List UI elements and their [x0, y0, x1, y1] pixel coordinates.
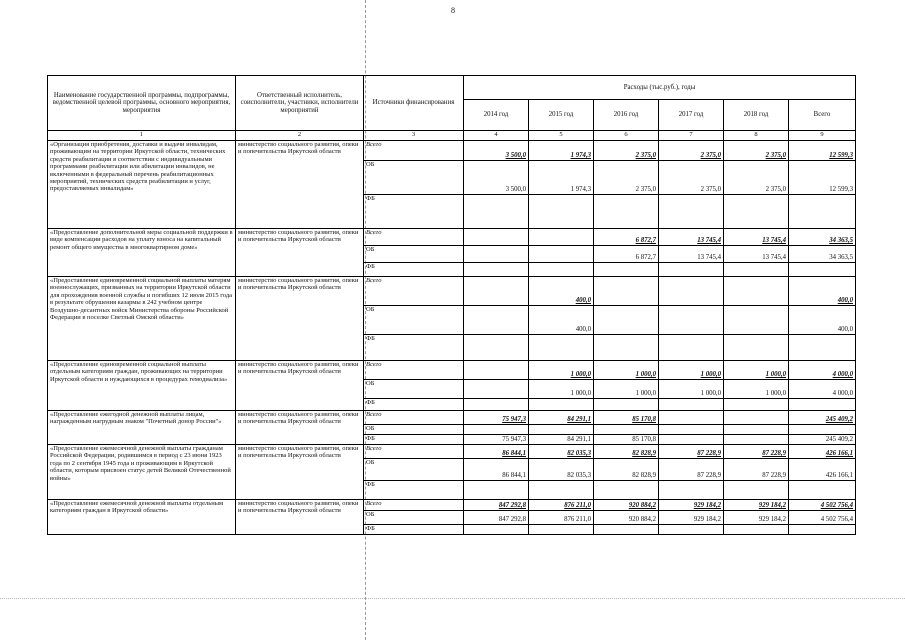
- amount-cell: [594, 195, 659, 229]
- amount-cell: 4 000,0: [789, 380, 856, 399]
- amount-cell: [529, 195, 594, 229]
- amount-cell: [529, 399, 594, 411]
- col-num: 7: [659, 131, 724, 141]
- measure-executor: министерство социального развития, опеки и попечительства Иркутской области: [236, 229, 364, 277]
- amount-cell: [724, 335, 789, 361]
- amount-cell: 1 000,0: [659, 380, 724, 399]
- header-year-2014: 2014 год: [464, 100, 529, 131]
- amount-cell: [659, 435, 724, 445]
- amount-cell: 75 947,3: [464, 435, 529, 445]
- amount-cell: [464, 525, 529, 535]
- amount-cell: 1 974,3: [529, 161, 594, 195]
- header-source: Источники финансирования: [364, 76, 464, 131]
- amount-cell: 87 228,9: [659, 459, 724, 481]
- amount-cell: [789, 425, 856, 435]
- funding-source-ob: ОБ: [364, 425, 464, 435]
- amount-cell: 2 375,0: [659, 161, 724, 195]
- amount-cell: 82 828,9: [594, 459, 659, 481]
- header-executor: Ответственный исполнитель, соисполнители, участники, исполнители мероприятий: [236, 76, 364, 131]
- amount-cell: 929 184,2: [659, 500, 724, 511]
- amount-cell: 2 375,0: [724, 141, 789, 161]
- measure-name: «Организация приобретения, доставки и выдачи инвалидам, проживающим на территории Иркутской области, технических средств реабилитации в соответствии с индивидуальными программами реабилитации или абилитации инвалидов, не включенными в федеральный перечень реабилитационных мероприятий, технических средств реабилитации и услуг, предоставляемых инвалидам»: [48, 141, 236, 229]
- amount-cell: [464, 195, 529, 229]
- amount-cell: [464, 361, 529, 380]
- amount-cell: [529, 246, 594, 263]
- amount-cell: 75 947,3: [464, 411, 529, 425]
- amount-cell: 245 409,2: [789, 411, 856, 425]
- amount-cell: [529, 525, 594, 535]
- amount-cell: [594, 525, 659, 535]
- amount-cell: 84 291,1: [529, 411, 594, 425]
- measure-executor: министерство социального развития, опеки и попечительства Иркутской области: [236, 141, 364, 229]
- amount-cell: 2 375,0: [659, 141, 724, 161]
- measure-executor: министерство социального развития, опеки и попечительства Иркутской области: [236, 445, 364, 500]
- col-num: 9: [789, 131, 856, 141]
- amount-cell: 85 170,8: [594, 435, 659, 445]
- amount-cell: [464, 399, 529, 411]
- measure-name: «Предоставление ежемесячной денежной выплаты отдельным категориям граждан в Иркутской области»: [48, 500, 236, 535]
- amount-cell: [789, 399, 856, 411]
- amount-cell: 245 409,2: [789, 435, 856, 445]
- amount-cell: 400,0: [529, 306, 594, 335]
- amount-cell: [659, 411, 724, 425]
- measure-executor: министерство социального развития, опеки и попечительства Иркутской области: [236, 500, 364, 535]
- amount-cell: [529, 425, 594, 435]
- table-row: [48, 361, 856, 380]
- amount-cell: 87 228,9: [659, 445, 724, 459]
- col-num: 3: [364, 131, 464, 141]
- table-row: [48, 229, 856, 246]
- amount-cell: 847 292,8: [464, 511, 529, 525]
- amount-cell: [659, 481, 724, 500]
- funding-source-fb: ФБ: [364, 481, 464, 500]
- amount-cell: [659, 306, 724, 335]
- amount-cell: 426 166,1: [789, 459, 856, 481]
- amount-cell: [594, 481, 659, 500]
- column-number-row: [48, 131, 856, 141]
- amount-cell: [529, 263, 594, 277]
- amount-cell: 400,0: [789, 277, 856, 306]
- amount-cell: 929 184,2: [724, 500, 789, 511]
- amount-cell: 426 166,1: [789, 445, 856, 459]
- amount-cell: [529, 335, 594, 361]
- amount-cell: [789, 481, 856, 500]
- funding-source-total: Всего: [364, 500, 464, 511]
- amount-cell: [789, 195, 856, 229]
- budget-table: [47, 75, 856, 535]
- amount-cell: 13 745,4: [659, 246, 724, 263]
- funding-source-total: Всего: [364, 445, 464, 459]
- amount-cell: 82 035,3: [529, 445, 594, 459]
- amount-cell: [724, 425, 789, 435]
- amount-cell: 1 000,0: [594, 361, 659, 380]
- amount-cell: 87 228,9: [724, 445, 789, 459]
- measure-executor: министерство социального развития, опеки и попечительства Иркутской области: [236, 277, 364, 361]
- amount-cell: 1 000,0: [659, 361, 724, 380]
- header-year-2018: 2018 год: [724, 100, 789, 131]
- amount-cell: [724, 481, 789, 500]
- amount-cell: [464, 229, 529, 246]
- col-num: 2: [236, 131, 364, 141]
- funding-source-fb: ФБ: [364, 263, 464, 277]
- amount-cell: [789, 335, 856, 361]
- amount-cell: 1 000,0: [529, 361, 594, 380]
- measure-executor: министерство социального развития, опеки и попечительства Иркутской области: [236, 411, 364, 445]
- amount-cell: [464, 246, 529, 263]
- amount-cell: [724, 195, 789, 229]
- amount-cell: 3 500,0: [464, 161, 529, 195]
- amount-cell: [464, 306, 529, 335]
- amount-cell: 6 872,7: [594, 229, 659, 246]
- col-num: 8: [724, 131, 789, 141]
- col-num: 4: [464, 131, 529, 141]
- table-row: [48, 445, 856, 459]
- amount-cell: [464, 425, 529, 435]
- amount-cell: 1 000,0: [724, 380, 789, 399]
- amount-cell: 2 375,0: [594, 141, 659, 161]
- col-num: 1: [48, 131, 236, 141]
- amount-cell: 13 745,4: [659, 229, 724, 246]
- table-row: [48, 500, 856, 511]
- amount-cell: [464, 263, 529, 277]
- funding-source-ob: ОБ: [364, 380, 464, 399]
- amount-cell: [529, 229, 594, 246]
- amount-cell: 4 502 756,4: [789, 500, 856, 511]
- measure-name: «Предоставление ежегодной денежной выплаты лицам, награжденным нагрудным знаком "Почетный донор России"»: [48, 411, 236, 445]
- funding-source-total: Всего: [364, 141, 464, 161]
- amount-cell: 34 363,5: [789, 229, 856, 246]
- amount-cell: 1 000,0: [724, 361, 789, 380]
- amount-cell: [724, 525, 789, 535]
- funding-source-fb: ФБ: [364, 399, 464, 411]
- amount-cell: [594, 306, 659, 335]
- funding-source-fb: ФБ: [364, 195, 464, 229]
- amount-cell: [659, 263, 724, 277]
- amount-cell: [724, 411, 789, 425]
- table-row: [48, 411, 856, 425]
- amount-cell: 1 974,3: [529, 141, 594, 161]
- amount-cell: [464, 380, 529, 399]
- funding-source-ob: ОБ: [364, 511, 464, 525]
- header-name: Наименование государственной программы, подпрограммы, ведомственной целевой программы, основного мероприятия, мероприятия: [48, 76, 236, 131]
- amount-cell: [594, 277, 659, 306]
- amount-cell: 847 292,8: [464, 500, 529, 511]
- amount-cell: 12 599,3: [789, 141, 856, 161]
- table-row: [48, 277, 856, 306]
- amount-cell: 12 599,3: [789, 161, 856, 195]
- amount-cell: 929 184,2: [724, 511, 789, 525]
- funding-source-total: Всего: [364, 361, 464, 380]
- header-year-2017: 2017 год: [659, 100, 724, 131]
- col-num: 5: [529, 131, 594, 141]
- amount-cell: [724, 277, 789, 306]
- amount-cell: 4 502 756,4: [789, 511, 856, 525]
- funding-source-ob: ОБ: [364, 306, 464, 335]
- funding-source-fb: ФБ: [364, 335, 464, 361]
- col-num: 6: [594, 131, 659, 141]
- amount-cell: [594, 263, 659, 277]
- amount-cell: 86 844,1: [464, 459, 529, 481]
- header-total: Всего: [789, 100, 856, 131]
- amount-cell: 2 375,0: [594, 161, 659, 195]
- amount-cell: 82 035,3: [529, 459, 594, 481]
- amount-cell: [724, 435, 789, 445]
- header-year-2015: 2015 год: [529, 100, 594, 131]
- amount-cell: 1 000,0: [594, 380, 659, 399]
- measure-name: «Предоставление единовременной социальной выплаты матерям военнослужащих, призванных на территории Иркутской области для прохождения военной службы и погибших 12 июля 2015 года в результате обрушения казармы в 242 учебном центре Воздушно-десантных войск Министерства обороны Российской Федерации в поселке Светлый Омской области»: [48, 277, 236, 361]
- header-costs: Расходы (тыс.руб.), годы: [464, 76, 856, 100]
- amount-cell: 6 872,7: [594, 246, 659, 263]
- amount-cell: 876 211,0: [529, 500, 594, 511]
- amount-cell: 876 211,0: [529, 511, 594, 525]
- funding-source-total: Всего: [364, 229, 464, 246]
- amount-cell: 87 228,9: [724, 459, 789, 481]
- amount-cell: 3 500,0: [464, 141, 529, 161]
- amount-cell: 82 828,9: [594, 445, 659, 459]
- measure-executor: министерство социального развития, опеки и попечительства Иркутской области: [236, 361, 364, 411]
- amount-cell: 13 745,4: [724, 246, 789, 263]
- amount-cell: 1 000,0: [529, 380, 594, 399]
- amount-cell: [724, 306, 789, 335]
- amount-cell: [594, 399, 659, 411]
- amount-cell: 13 745,4: [724, 229, 789, 246]
- amount-cell: 86 844,1: [464, 445, 529, 459]
- amount-cell: [529, 481, 594, 500]
- measure-name: «Предоставление единовременной социальной выплаты отдельным категориям граждан, проживающих на территории Иркутской области и нуждающихся в процедурах гемодиализа»: [48, 361, 236, 411]
- page-number: 8: [451, 6, 455, 15]
- scan-line: [0, 598, 905, 599]
- amount-cell: 920 884,2: [594, 511, 659, 525]
- amount-cell: [659, 277, 724, 306]
- measure-name: «Предоставление дополнительной меры социальной поддержки в виде компенсации расходов на уплату взноса на капитальный ремонт общего имущества в многоквартирном доме»: [48, 229, 236, 277]
- measure-name: «Предоставление ежемесячной денежной выплаты гражданам Российской Федерации, родившимся в период с 23 июня 1923 года по 2 сентября 1945 года и проживающим в Иркутской области, которым присвоен статус детей Великой Отечественной войны»: [48, 445, 236, 500]
- amount-cell: [659, 195, 724, 229]
- amount-cell: [659, 425, 724, 435]
- header-year-2016: 2016 год: [594, 100, 659, 131]
- funding-source-ob: ОБ: [364, 459, 464, 481]
- funding-source-fb: ФБ: [364, 525, 464, 535]
- amount-cell: [464, 335, 529, 361]
- amount-cell: 400,0: [789, 306, 856, 335]
- amount-cell: 85 170,8: [594, 411, 659, 425]
- funding-source-ob: ОБ: [364, 246, 464, 263]
- amount-cell: 400,0: [529, 277, 594, 306]
- funding-source-fb: ФБ: [364, 435, 464, 445]
- funding-source-total: Всего: [364, 411, 464, 425]
- amount-cell: [724, 399, 789, 411]
- amount-cell: [789, 263, 856, 277]
- funding-source-ob: ОБ: [364, 161, 464, 195]
- amount-cell: 34 363,5: [789, 246, 856, 263]
- amount-cell: [464, 481, 529, 500]
- funding-source-total: Всего: [364, 277, 464, 306]
- amount-cell: [724, 263, 789, 277]
- amount-cell: [659, 335, 724, 361]
- amount-cell: [594, 335, 659, 361]
- amount-cell: 2 375,0: [724, 161, 789, 195]
- amount-cell: [659, 399, 724, 411]
- amount-cell: [789, 525, 856, 535]
- amount-cell: 4 000,0: [789, 361, 856, 380]
- amount-cell: [659, 525, 724, 535]
- amount-cell: 920 884,2: [594, 500, 659, 511]
- amount-cell: 929 184,2: [659, 511, 724, 525]
- table-row: [48, 141, 856, 161]
- amount-cell: [464, 277, 529, 306]
- amount-cell: [594, 425, 659, 435]
- amount-cell: 84 291,1: [529, 435, 594, 445]
